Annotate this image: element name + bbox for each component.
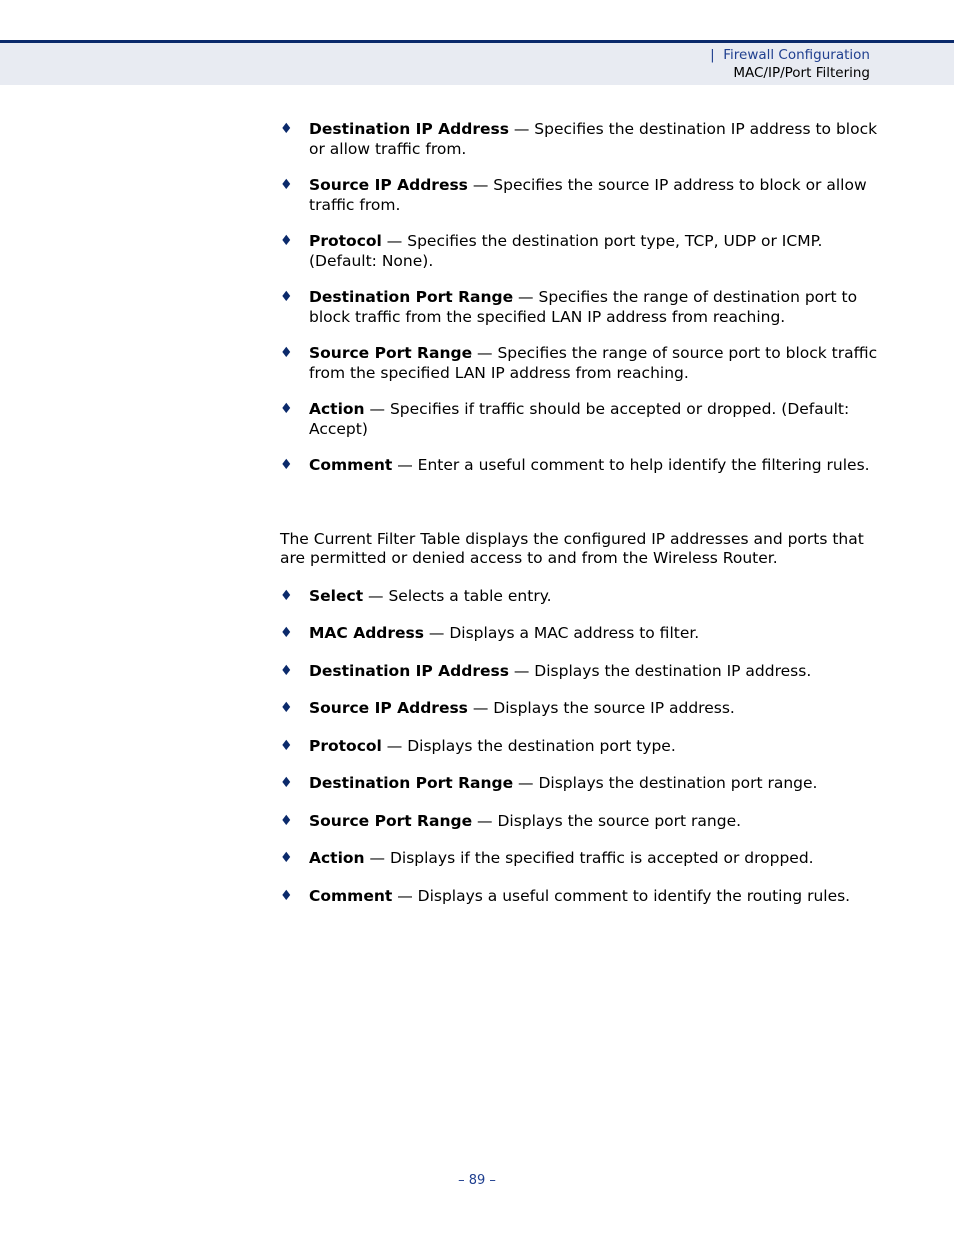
list-item-term: Destination IP Address: [309, 120, 509, 138]
diamond-bullet-icon: ♦: [280, 625, 293, 641]
header-chapter: Firewall Configuration: [723, 47, 870, 63]
diamond-bullet-icon: ♦: [280, 587, 293, 604]
list-item: [280, 887, 880, 907]
diamond-bullet-icon: ♦: [280, 662, 293, 679]
diamond-bullet-icon: ♦: [280, 887, 293, 904]
list-item-term: Action: [309, 400, 365, 418]
diamond-bullet-icon: ♦: [280, 345, 293, 361]
diamond-bullet-icon: ♦: [280, 177, 293, 193]
list-item-term: Source IP Address: [309, 699, 468, 717]
list-item-term: MAC Address: [309, 624, 424, 642]
list-item-term: Action: [309, 849, 365, 867]
list-item-description: — Displays the destination port type.: [381, 736, 676, 755]
diamond-bullet-icon: ♦: [280, 812, 293, 829]
list-item: [280, 812, 880, 832]
page-number: – 89 –: [458, 1173, 496, 1188]
list-item-term: Protocol: [309, 232, 382, 250]
diamond-bullet-icon: ♦: [280, 850, 293, 866]
list-item-description: — Displays if the specified traffic is accepted or dropped.: [364, 849, 814, 867]
list-item-term: Protocol: [309, 736, 382, 755]
list-item-term: Select: [309, 586, 364, 605]
diamond-bullet-icon: ♦: [280, 121, 293, 137]
list-item-term: Source IP Address: [309, 176, 468, 194]
list-item-description: — Specifies the destination IP address to block or allow traffic from.: [309, 120, 878, 158]
list-item-description: — Displays the destination port range.: [513, 774, 818, 792]
list-item-term: Destination IP Address: [309, 661, 509, 680]
list-item-term: Source Port Range: [309, 811, 473, 830]
list-item: [280, 456, 880, 476]
diamond-bullet-icon: ♦: [280, 233, 293, 249]
header-section: MAC/IP/Port Filtering: [733, 65, 870, 81]
diamond-bullet-icon: ♦: [280, 775, 293, 791]
list-item-description: — Specifies if traffic should be accepted or dropped. (Default: Accept): [309, 400, 850, 438]
field-list: [280, 120, 880, 476]
list-item-description: — Specifies the range of source port to block traffic from the specified LAN IP address from reaching.: [309, 344, 878, 382]
list-item: [280, 624, 880, 644]
list-item-description: — Selects a table entry.: [363, 586, 552, 605]
list-item: [280, 232, 880, 271]
list-item-term: Destination Port Range: [309, 774, 514, 792]
list-item: [280, 849, 880, 869]
list-item-description: — Displays a useful comment to identify the routing rules.: [392, 886, 851, 905]
diamond-bullet-icon: ♦: [280, 401, 293, 417]
list-item-term: Comment: [309, 456, 393, 474]
list-item: [280, 662, 880, 682]
list-item-description: — Specifies the destination port type, TCP, UDP or ICMP. (Default: None).: [309, 232, 823, 270]
list-item-description: — Displays the source port range.: [472, 811, 742, 830]
intro-paragraph: The Current Filter Table displays the configured IP addresses and ports that are permitted or denied access to and from the Wireless Router.: [280, 529, 864, 567]
diamond-bullet-icon: ♦: [280, 700, 293, 716]
list-item-description: — Enter a useful comment to help identify the filtering rules.: [392, 456, 870, 474]
list-item: [280, 288, 880, 327]
list-item: [280, 737, 880, 757]
table-column-list: [280, 587, 880, 907]
list-item: [280, 587, 880, 607]
list-item-term: Destination Port Range: [309, 288, 514, 306]
diamond-bullet-icon: ♦: [280, 289, 293, 305]
list-item: [280, 699, 880, 719]
list-item: [280, 176, 880, 215]
list-item: [280, 400, 880, 439]
list-item: [280, 344, 880, 383]
diamond-bullet-icon: ♦: [280, 737, 293, 754]
list-item: [280, 120, 880, 159]
header-rule: [0, 40, 954, 43]
header-chapter-line: [710, 46, 870, 64]
list-item-description: — Specifies the source IP address to block or allow traffic from.: [309, 176, 867, 214]
list-item: [280, 774, 880, 794]
page-content: [280, 120, 880, 924]
list-item-description: — Displays the source IP address.: [467, 699, 735, 717]
list-item-description: — Displays a MAC address to filter.: [424, 624, 700, 642]
list-item-term: Source Port Range: [309, 344, 473, 362]
list-item-description: — Specifies the range of destination port to block traffic from the specified LAN IP address from reaching.: [309, 288, 858, 326]
running-header: [710, 46, 870, 82]
list-item-term: Comment: [309, 886, 393, 905]
header-separator: |: [710, 47, 715, 63]
list-item-description: — Displays the destination IP address.: [508, 661, 812, 680]
diamond-bullet-icon: ♦: [280, 457, 293, 473]
